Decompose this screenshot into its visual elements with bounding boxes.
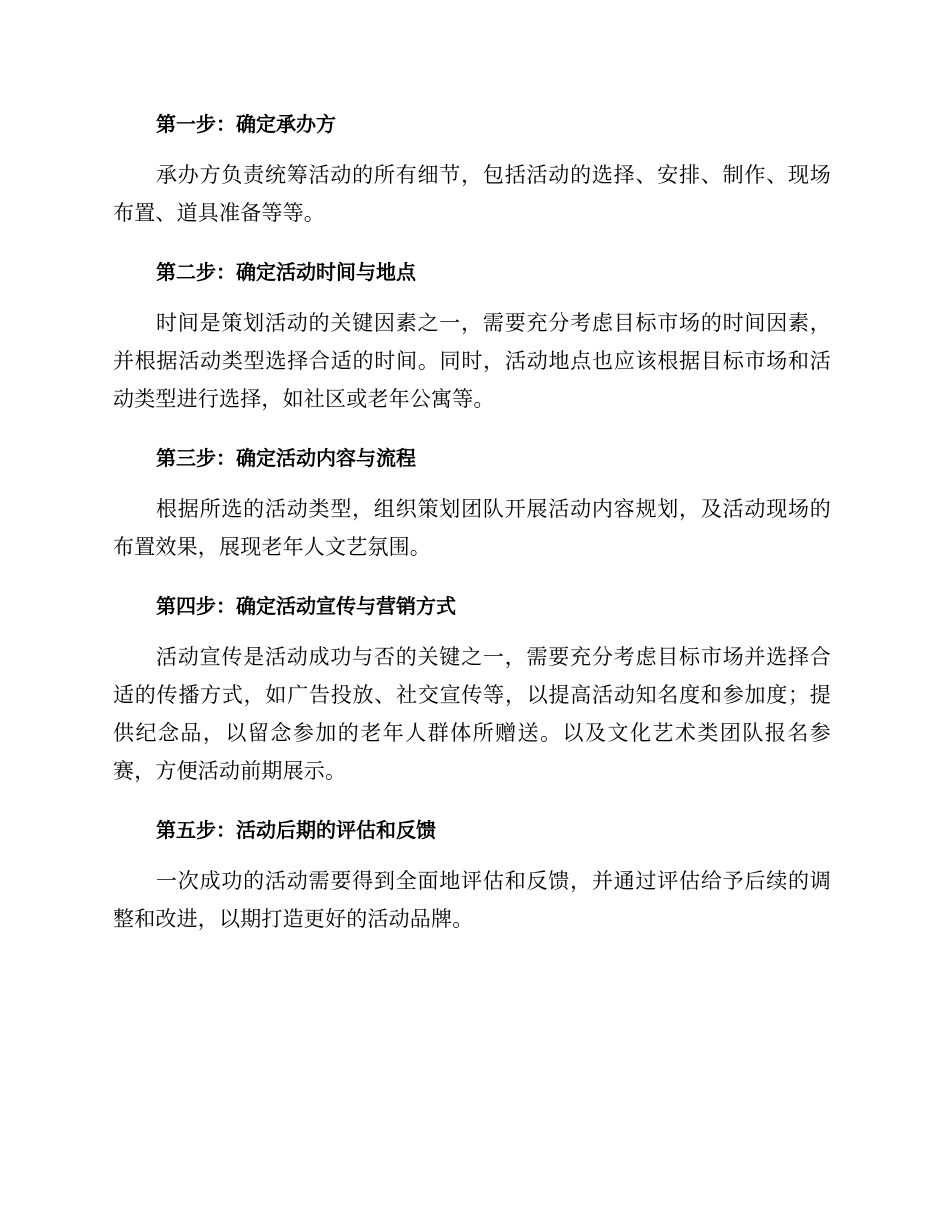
section-heading: 第三步：确定活动内容与流程 xyxy=(156,446,416,470)
section-step-1 xyxy=(113,106,831,232)
document-page xyxy=(113,106,831,960)
section-heading: 第四步：确定活动宣传与营销方式 xyxy=(156,594,456,618)
section-heading: 第五步：活动后期的评估和反馈 xyxy=(156,818,436,842)
section-step-5 xyxy=(113,812,831,938)
section-body: 活动宣传是活动成功与否的关键之一，需要充分考虑目标市场并选择合适的传播方式，如广告投放、社交宣传等，以提高活动知名度和参加度；提供纪念品，以留念参加的老年人群体所赠送。以及文化艺术类团队报名参赛，方便活动前期展示。 xyxy=(113,645,831,783)
section-step-3 xyxy=(113,440,831,566)
section-body: 一次成功的活动需要得到全面地评估和反馈，并通过评估给予后续的调整和改进，以期打造更好的活动品牌。 xyxy=(113,869,831,931)
section-heading: 第二步：确定活动时间与地点 xyxy=(156,260,416,284)
section-body: 根据所选的活动类型，组织策划团队开展活动内容规划，及活动现场的布置效果，展现老年人文艺氛围。 xyxy=(113,497,831,559)
section-heading: 第一步：确定承办方 xyxy=(156,112,336,136)
section-body: 时间是策划活动的关键因素之一，需要充分考虑目标市场的时间因素，并根据活动类型选择合适的时间。同时，活动地点也应该根据目标市场和活动类型进行选择，如社区或老年公寓等。 xyxy=(113,311,831,411)
section-body: 承办方负责统筹活动的所有细节，包括活动的选择、安排、制作、现场布置、道具准备等等。 xyxy=(113,163,831,225)
section-step-2 xyxy=(113,254,831,418)
section-step-4 xyxy=(113,588,831,790)
